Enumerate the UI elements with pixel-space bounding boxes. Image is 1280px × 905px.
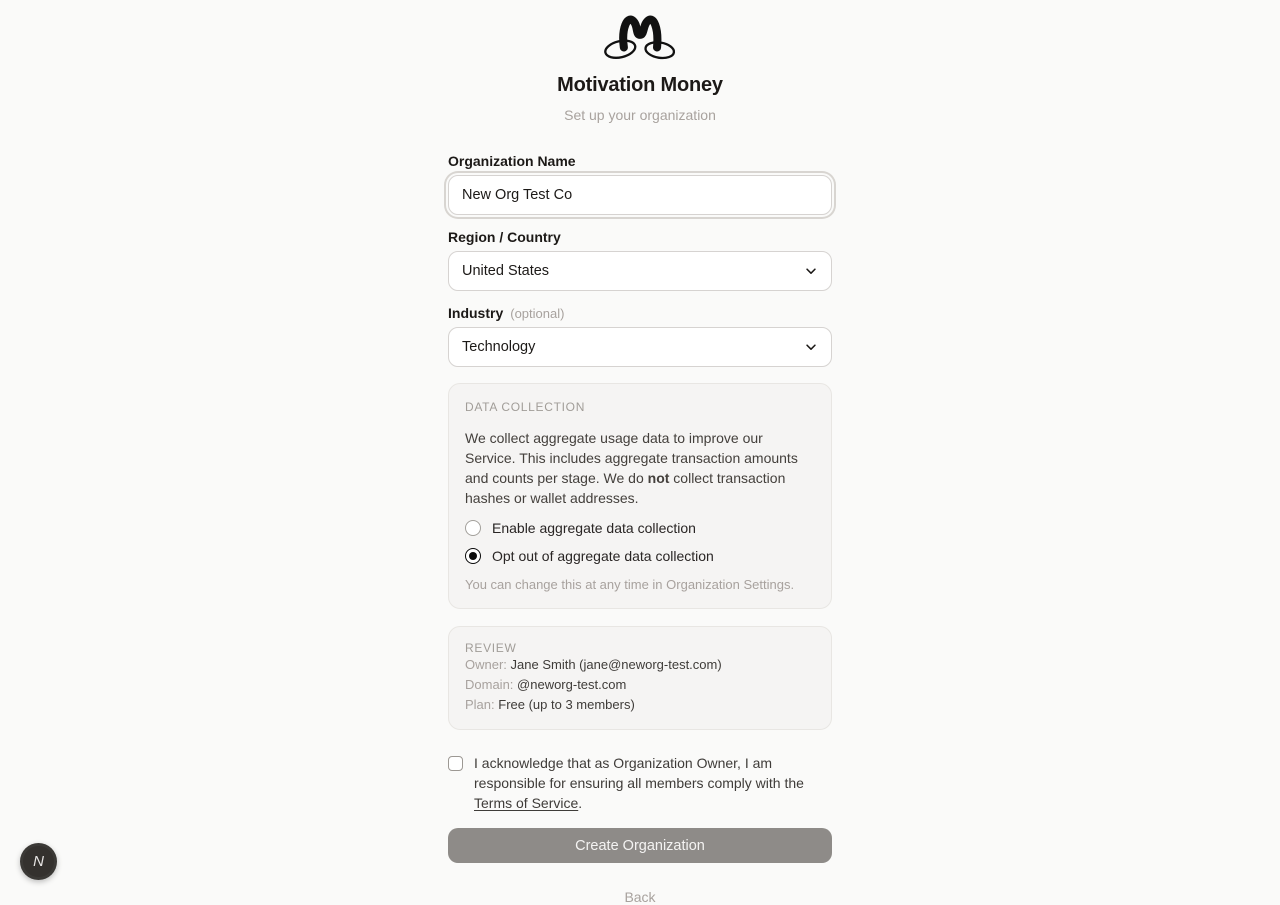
back-link[interactable]: Back <box>624 889 656 905</box>
acknowledge-text <box>474 753 832 813</box>
acknowledge-text-before: I acknowledge that as Organization Owner, I am responsible for ensuring all members comply with the <box>474 755 804 791</box>
org-name-label: Organization Name <box>448 153 576 169</box>
org-name-input[interactable] <box>448 175 832 215</box>
page-subtitle: Set up your organization <box>564 107 716 123</box>
setup-page <box>448 0 832 905</box>
nextjs-badge-letter: N <box>33 853 44 870</box>
review-row-plan <box>465 695 815 715</box>
description-emphasis: not <box>647 470 670 486</box>
review-row-label: Owner: <box>465 657 511 672</box>
chevron-down-icon <box>804 264 818 278</box>
region-label: Region / Country <box>448 229 561 245</box>
description-text: We collect aggregate usage data to improve our Service. This includes aggregate transaction amounts and counts per stage. We do <box>465 430 798 486</box>
review-row-label: Domain: <box>465 677 518 692</box>
radio-option-opt-out[interactable] <box>465 548 815 564</box>
review-card <box>448 626 832 730</box>
region-selected-value: United States <box>462 263 550 279</box>
page-title: Motivation Money <box>557 74 723 96</box>
industry-optional-note: (optional) <box>510 306 565 321</box>
acknowledge-checkbox[interactable] <box>448 756 463 771</box>
review-row-label: Plan: <box>465 697 499 712</box>
acknowledge-row <box>448 753 832 813</box>
radio-button[interactable] <box>465 520 481 536</box>
review-heading: REVIEW <box>465 641 517 655</box>
logo <box>448 8 832 60</box>
motivation-money-logo-icon <box>594 8 686 60</box>
industry-selected-value: Technology <box>462 339 536 355</box>
description-text: collect transaction hashes or wallet addresses. <box>465 470 786 506</box>
chevron-down-icon <box>804 340 818 354</box>
industry-select[interactable] <box>448 327 832 367</box>
industry-label-text: Industry <box>448 305 504 321</box>
radio-option-enable-collection[interactable] <box>465 520 815 536</box>
radio-label: Opt out of aggregate data collection <box>492 548 714 564</box>
radio-button[interactable] <box>465 548 481 564</box>
review-row-value: Jane Smith (jane@neworg-test.com) <box>510 657 722 672</box>
terms-of-service-link[interactable]: Terms of Service <box>474 795 579 811</box>
review-row-domain <box>465 675 815 695</box>
industry-field-group <box>448 305 832 367</box>
data-collection-heading: DATA COLLECTION <box>465 400 586 414</box>
review-row-owner <box>465 655 815 675</box>
data-collection-card <box>448 383 832 609</box>
data-collection-note: You can change this at any time in Organization Settings. <box>465 577 795 592</box>
region-select[interactable] <box>448 251 832 291</box>
radio-label: Enable aggregate data collection <box>492 520 696 536</box>
data-collection-description <box>465 428 815 508</box>
nextjs-dev-badge[interactable] <box>20 843 57 880</box>
org-name-field-group <box>448 153 832 215</box>
create-organization-button[interactable]: Create Organization <box>448 828 832 863</box>
region-field-group <box>448 229 832 291</box>
review-row-value: Free (up to 3 members) <box>498 697 635 712</box>
organization-form <box>448 153 832 905</box>
acknowledge-text-after: . <box>578 795 583 811</box>
industry-label <box>448 305 832 321</box>
review-row-value: @neworg-test.com <box>517 677 627 692</box>
